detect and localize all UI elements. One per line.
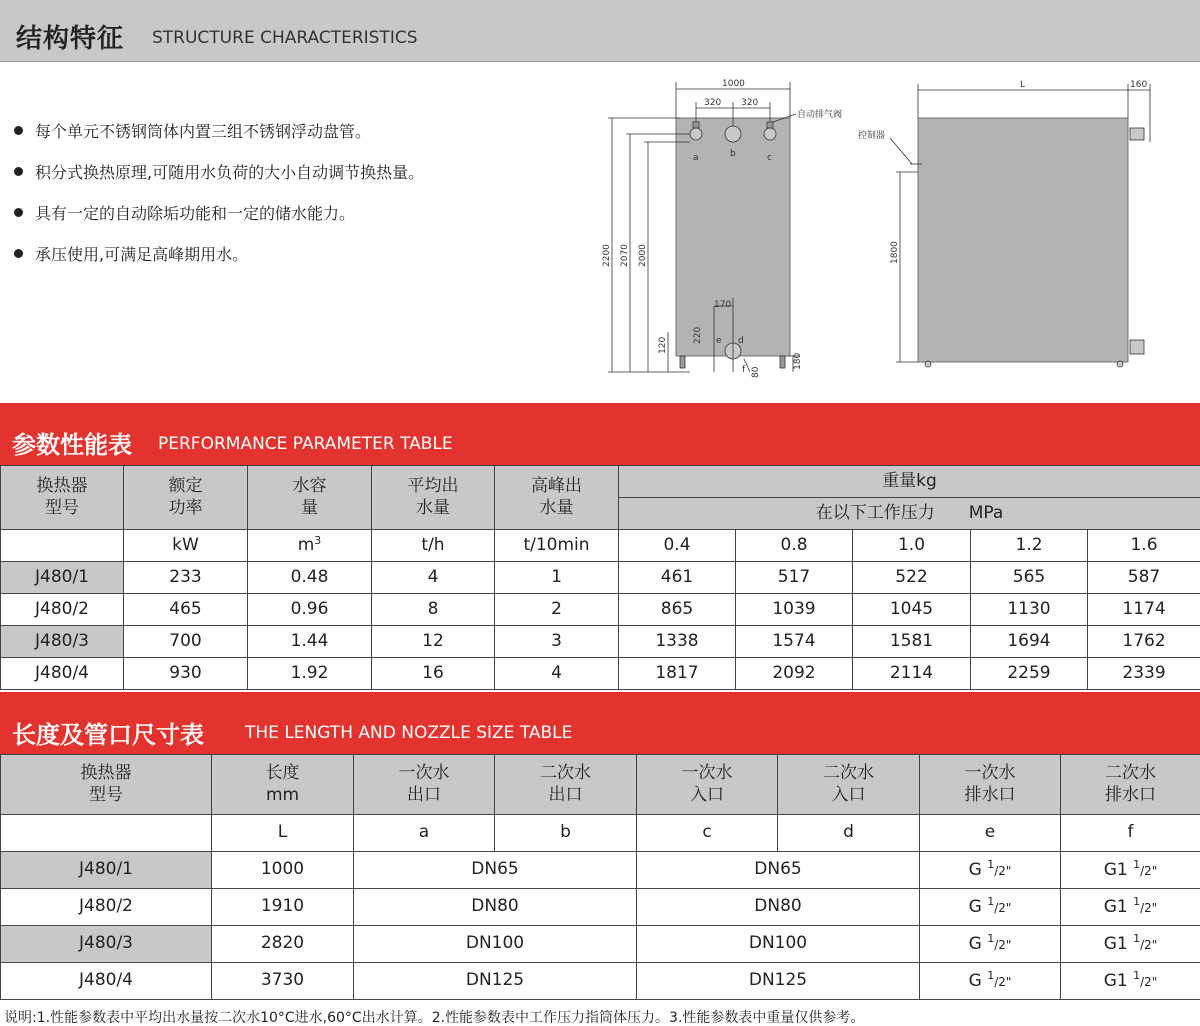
feature-item (14, 233, 574, 274)
dim-80-label: 80 (751, 366, 761, 378)
nozzle-section-header (0, 692, 1200, 754)
unit-peak-flow-cell: t/10min (495, 530, 619, 562)
feature-list (14, 110, 574, 274)
avg-flow-cell: 12 (372, 626, 495, 658)
pressure-1.0-cell: 1.0 (853, 530, 971, 562)
feature-text: 承压使用,可满足高峰期用水。 (35, 245, 249, 264)
weight-cell: 1338 (619, 626, 736, 658)
power-cell: 700 (124, 626, 248, 658)
inlet-cell: DN65 (637, 852, 920, 889)
volume-cell: 1.44 (248, 626, 372, 658)
feature-item (14, 192, 574, 233)
col-length-header: 长度 mm (212, 755, 354, 815)
performance-table (0, 465, 1200, 690)
inlet-cell: DN125 (637, 963, 920, 1000)
code-c-cell: c (637, 815, 778, 852)
weight-cell: 517 (736, 562, 853, 594)
dim-160-label: 160 (1130, 80, 1148, 90)
valve-label: 自动排气阀 (797, 110, 843, 120)
front-view-drawing (608, 82, 800, 372)
structure-title-zh: 结构特征 (16, 24, 125, 54)
weight-cell: 1694 (971, 626, 1088, 658)
code-e-cell: e (920, 815, 1061, 852)
inlet-cell: DN80 (637, 889, 920, 926)
dim-2200-label: 2200 (602, 244, 612, 267)
model-cell: J480/3 (1, 926, 212, 963)
dim-right-label: 320 (741, 98, 759, 108)
dim-2000-label: 2000 (638, 244, 648, 267)
table-row (1, 926, 1200, 963)
performance-title-zh: 参数性能表 (12, 431, 132, 459)
volume-cell: 1.92 (248, 658, 372, 690)
power-cell: 233 (124, 562, 248, 594)
feature-text: 积分式换热原理,可随用水负荷的大小自动调节换热量。 (35, 163, 425, 182)
power-cell: 465 (124, 594, 248, 626)
model-cell: J480/2 (1, 889, 212, 926)
dim-L-label: L (1020, 80, 1026, 90)
col-avg-flow-header: 平均出 水量 (372, 466, 495, 530)
performance-title-en: PERFORMANCE PARAMETER TABLE (158, 434, 453, 454)
table-row (1, 626, 1200, 658)
pressure-subheader: 在以下工作压力 MPa (619, 498, 1200, 530)
code-f-cell: f (1061, 815, 1200, 852)
outlet-cell: DN65 (354, 852, 637, 889)
outlet-cell: DN80 (354, 889, 637, 926)
col-e-header: 一次水 排水口 (920, 755, 1061, 815)
weight-cell: 522 (853, 562, 971, 594)
dim-170-label: 170 (714, 300, 732, 310)
port-c-label: c (767, 153, 772, 163)
avg-flow-cell: 8 (372, 594, 495, 626)
col-power-header: 额定 功率 (124, 466, 248, 530)
unit-avg-flow-cell: t/h (372, 530, 495, 562)
peak-flow-cell: 3 (495, 626, 619, 658)
volume-cell: 0.96 (248, 594, 372, 626)
drain-f-cell: G1 $^1$/2" (1061, 926, 1200, 963)
code-b-cell: b (495, 815, 637, 852)
drain-f-cell: G1 $^1$/2" (1061, 963, 1200, 1000)
weight-cell: 1130 (971, 594, 1088, 626)
col-model-header: 换热器 型号 (1, 466, 124, 530)
pressure-1.2-cell: 1.2 (971, 530, 1088, 562)
structure-title-en: STRUCTURE CHARACTERISTICS (152, 28, 418, 48)
code-model-cell (1, 815, 212, 852)
code-d-cell: d (778, 815, 920, 852)
unit-model-cell (1, 530, 124, 562)
length-cell: 1000 (212, 852, 354, 889)
dim-left-label: 320 (704, 98, 722, 108)
dim-2070-label: 2070 (620, 244, 630, 267)
controller-label: 控制器 (858, 131, 886, 141)
port-d-label: d (738, 336, 744, 346)
table-row (1, 963, 1200, 1000)
unit-power-cell: kW (124, 530, 248, 562)
drain-f-cell: G1 $^1$/2" (1061, 852, 1200, 889)
feature-text: 每个单元不锈钢筒体内置三组不锈钢浮动盘管。 (35, 122, 372, 141)
nozzle-title-en: THE LENGTH AND NOZZLE SIZE TABLE (245, 723, 573, 743)
bullet-icon (14, 167, 23, 176)
table-row (1, 889, 1200, 926)
bullet-icon (14, 126, 23, 135)
col-peak-flow-header: 高峰出 水量 (495, 466, 619, 530)
power-cell: 930 (124, 658, 248, 690)
drain-e-cell: G $^1$/2" (920, 889, 1061, 926)
unit-volume-cell: $m^3$ (248, 530, 372, 562)
weight-cell: 1762 (1088, 626, 1200, 658)
side-view-drawing (890, 84, 1150, 367)
table-row (1, 594, 1200, 626)
technical-drawings (590, 72, 1200, 392)
peak-flow-cell: 1 (495, 562, 619, 594)
drain-f-cell: G1 $^1$/2" (1061, 889, 1200, 926)
weight-cell: 1574 (736, 626, 853, 658)
weight-cell: 865 (619, 594, 736, 626)
col-b-header: 二次水 出口 (495, 755, 637, 815)
dim-220-label: 220 (693, 326, 703, 344)
structure-section-header (0, 0, 1200, 62)
dim-120-label: 120 (658, 336, 668, 354)
model-cell: J480/3 (1, 626, 124, 658)
inlet-cell: DN100 (637, 926, 920, 963)
table-row (1, 852, 1200, 889)
performance-section-header (0, 403, 1200, 465)
pressure-1.6-cell: 1.6 (1088, 530, 1200, 562)
length-cell: 2820 (212, 926, 354, 963)
bullet-icon (14, 208, 23, 217)
dim-1800-label: 1800 (890, 241, 900, 264)
drain-e-cell: G $^1$/2" (920, 963, 1061, 1000)
weight-cell: 587 (1088, 562, 1200, 594)
code-L-cell: L (212, 815, 354, 852)
model-cell: J480/1 (1, 562, 124, 594)
dim-width-label: 1000 (722, 79, 745, 89)
code-a-cell: a (354, 815, 495, 852)
pressure-0.8-cell: 0.8 (736, 530, 853, 562)
drain-e-cell: G $^1$/2" (920, 852, 1061, 889)
port-e-label: e (716, 336, 722, 346)
model-cell: J480/4 (1, 963, 212, 1000)
table-row (1, 562, 1200, 594)
col-c-header: 一次水 入口 (637, 755, 778, 815)
weight-cell: 1817 (619, 658, 736, 690)
outlet-cell: DN125 (354, 963, 637, 1000)
avg-flow-cell: 16 (372, 658, 495, 690)
model-cell: J480/1 (1, 852, 212, 889)
nozzle-title-zh: 长度及管口尺寸表 (12, 721, 204, 749)
col-weight-header: 重量kg (619, 466, 1200, 498)
nozzle-table (0, 754, 1200, 1000)
weight-cell: 461 (619, 562, 736, 594)
model-cell: J480/4 (1, 658, 124, 690)
peak-flow-cell: 2 (495, 594, 619, 626)
dim-180-label: 180 (793, 352, 803, 370)
model-cell: J480/2 (1, 594, 124, 626)
length-cell: 3730 (212, 963, 354, 1000)
weight-cell: 2259 (971, 658, 1088, 690)
peak-flow-cell: 4 (495, 658, 619, 690)
col-volume-header: 水容 量 (248, 466, 372, 530)
feature-item (14, 110, 574, 151)
weight-cell: 1174 (1088, 594, 1200, 626)
outlet-cell: DN100 (354, 926, 637, 963)
weight-cell: 2339 (1088, 658, 1200, 690)
col-f-header: 二次水 排水口 (1061, 755, 1200, 815)
weight-cell: 1581 (853, 626, 971, 658)
weight-cell: 2092 (736, 658, 853, 690)
col-a-header: 一次水 出口 (354, 755, 495, 815)
volume-cell: 0.48 (248, 562, 372, 594)
avg-flow-cell: 4 (372, 562, 495, 594)
bullet-icon (14, 249, 23, 258)
length-cell: 1910 (212, 889, 354, 926)
weight-cell: 565 (971, 562, 1088, 594)
weight-cell: 2114 (853, 658, 971, 690)
feature-item (14, 151, 574, 192)
weight-cell: 1045 (853, 594, 971, 626)
col-model-header: 换热器 型号 (1, 755, 212, 815)
weight-cell: 1039 (736, 594, 853, 626)
pressure-0.4-cell: 0.4 (619, 530, 736, 562)
feature-text: 具有一定的自动除垢功能和一定的储水能力。 (35, 204, 356, 223)
footnote: 说明:1.性能参数表中平均出水量按二次水10°C进水,60°C出水计算。2.性能参数表中工作压力指筒体压力。3.性能参数表中重量仅供参考。 (4, 1010, 865, 1026)
port-a-label: a (693, 153, 699, 163)
col-d-header: 二次水 入口 (778, 755, 920, 815)
table-row (1, 658, 1200, 690)
port-b-label: b (730, 149, 736, 159)
drain-e-cell: G $^1$/2" (920, 926, 1061, 963)
port-f-label: f (742, 365, 746, 375)
